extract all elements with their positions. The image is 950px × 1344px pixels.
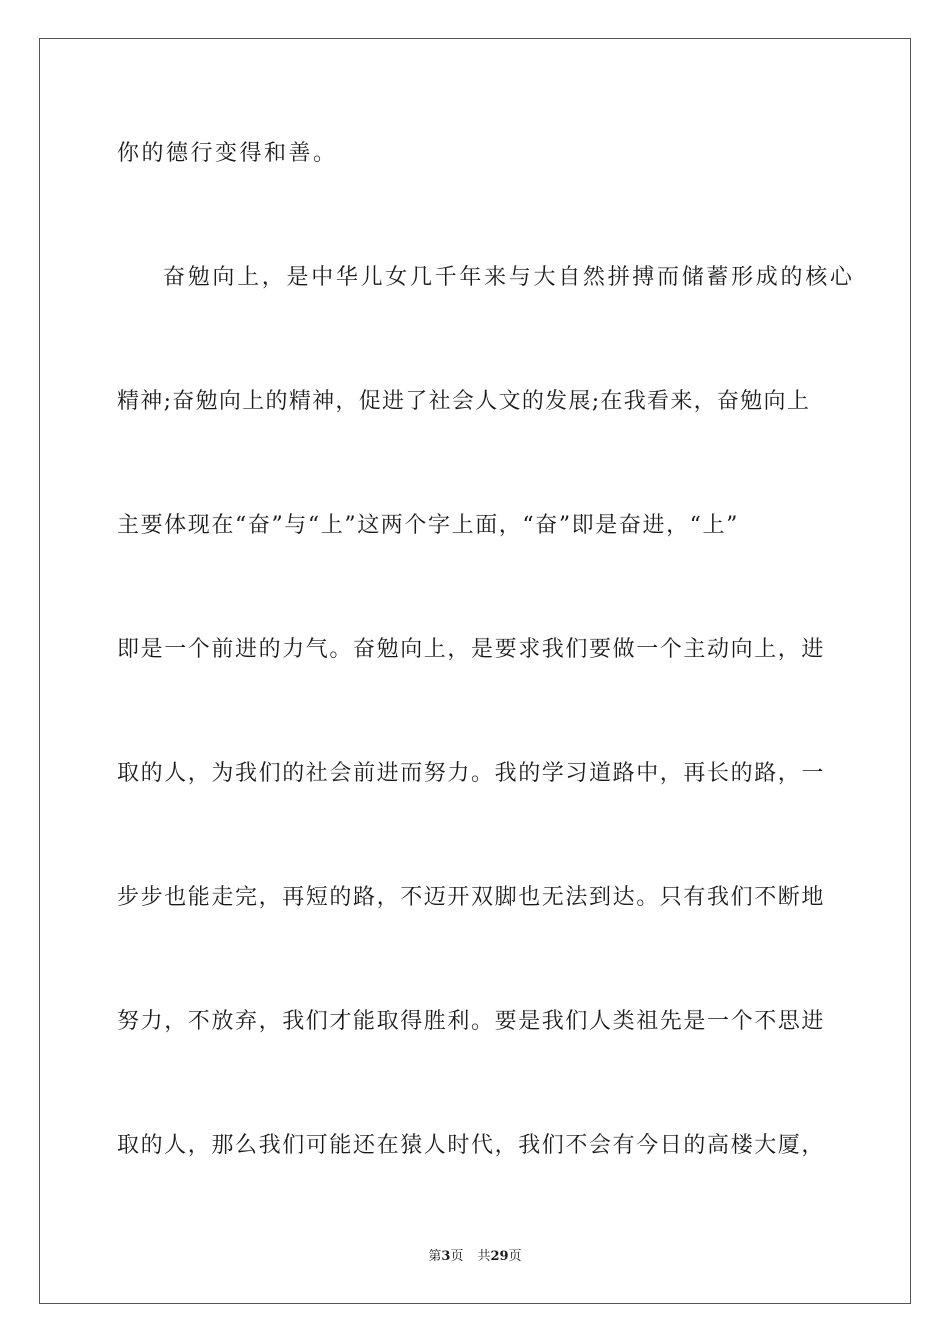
text-line-4: 主要体现在“奋”与“上”这两个字上面，“奋”即是奋进，“上” <box>117 513 739 538</box>
text-line-2: 奋勉向上，是中华儿女几千年来与大自然拼搏而储蓄形成的核心 <box>163 265 855 290</box>
page-prefix: 第 <box>428 1249 442 1264</box>
text-line-3: 精神;奋勉向上的精神，促进了社会人文的发展;在我看来，奋勉向上 <box>117 389 811 414</box>
text-line-7: 步步也能走完，再短的路，不迈开双脚也无法到达。只有我们不断地 <box>117 885 826 910</box>
text-line-1: 你的德行变得和善。 <box>117 141 338 166</box>
total-prefix: 共 <box>477 1249 491 1264</box>
page-suffix: 页 <box>450 1249 464 1264</box>
page-number: 3 <box>441 1249 451 1264</box>
text-line-5: 即是一个前进的力气。奋勉向上，是要求我们要做一个主动向上，进 <box>117 637 826 662</box>
page-frame <box>39 38 911 1304</box>
text-line-8: 努力，不放弃，我们才能取得胜利。要是我们人类祖先是一个不思进 <box>117 1009 826 1034</box>
text-line-9: 取的人，那么我们可能还在猿人时代，我们不会有今日的高楼大厦， <box>117 1133 826 1158</box>
total-pages: 29 <box>490 1249 509 1264</box>
page-footer <box>0 1248 950 1266</box>
total-suffix: 页 <box>508 1249 522 1264</box>
text-line-6: 取的人，为我们的社会前进而努力。我的学习道路中，再长的路，一 <box>117 761 826 786</box>
